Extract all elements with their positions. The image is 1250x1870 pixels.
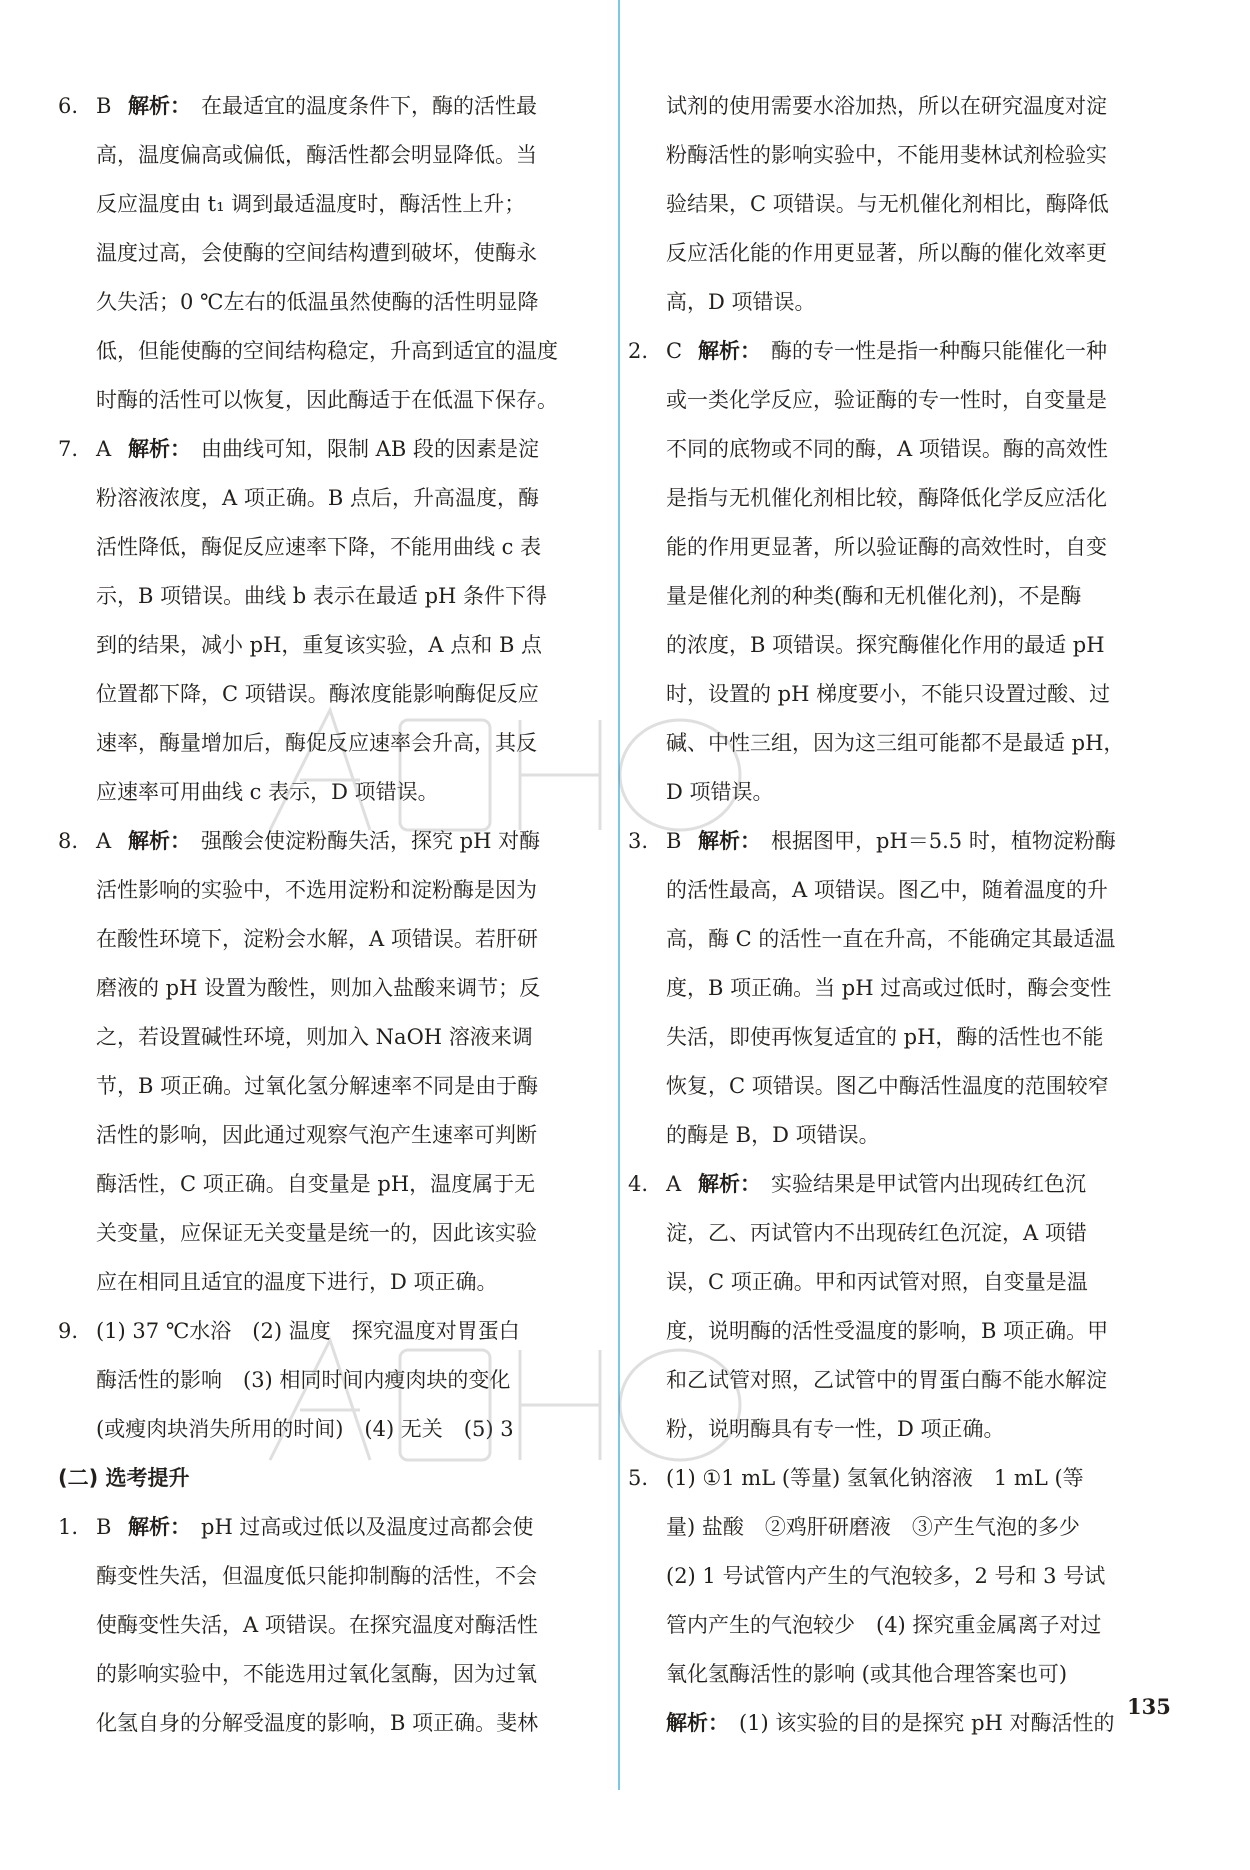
text-line: 不同的底物或不同的酶，A 项错误。酶的高效性: [666, 437, 1108, 461]
text-line: 误，C 项正确。甲和丙试管对照，自变量是温: [666, 1270, 1088, 1294]
text-line: 粉，说明酶具有专一性，D 项正确。: [666, 1417, 1005, 1441]
text-line: 的酶是 B，D 项错误。: [666, 1123, 880, 1147]
text-line: D 项错误。: [666, 780, 774, 804]
text-line: 度，说明酶的活性受温度的影响，B 项正确。甲: [666, 1319, 1109, 1343]
text-line: 能的作用更显著，所以验证酶的高效性时，自变: [666, 535, 1107, 559]
text-line: 之，若设置碱性环境，则加入 NaOH 溶液来调: [96, 1025, 533, 1049]
text-line: 在酸性环境下，淀粉会水解，A 项错误。若肝研: [96, 927, 538, 951]
question-number: 3.: [628, 829, 649, 853]
text-line: (2) 1 号试管内产生的气泡较多，2 号和 3 号试: [666, 1564, 1106, 1588]
advanced-question-1: [58, 1503, 613, 1748]
text-line: 使酶变性失活，A 项错误。在探究温度对酶活性: [96, 1613, 538, 1637]
analysis-text: 在最适宜的温度条件下，酶的活性最: [201, 94, 537, 118]
text-line: 到的结果，减小 pH，重复该实验，A 点和 B 点: [96, 633, 543, 657]
text-line: 量) 盐酸 ②鸡肝研磨液 ③产生气泡的多少: [666, 1515, 1080, 1539]
question-number: 5.: [628, 1466, 649, 1490]
text-line: 试剂的使用需要水浴加热，所以在研究温度对淀: [666, 94, 1107, 118]
text-line: 是指与无机催化剂相比较，酶降低化学反应活化: [666, 486, 1107, 510]
text-line: 或一类化学反应，验证酶的专一性时，自变量是: [666, 388, 1107, 412]
text-line: 活性降低，酶促反应速率下降，不能用曲线 c 表: [96, 535, 542, 559]
text-line: 关变量，应保证无关变量是统一的，因此该实验: [96, 1221, 537, 1245]
analysis-label: 解析：: [698, 339, 761, 363]
text-line: 酶活性的影响 (3) 相同时间内瘦肉块的变化: [96, 1368, 511, 1392]
text-line: 管内产生的气泡较少 (4) 探究重金属离子对过: [666, 1613, 1102, 1637]
text-line: 活性影响的实验中，不选用淀粉和淀粉酶是因为: [96, 878, 537, 902]
text-line: 粉酶活性的影响实验中，不能用斐林试剂检验实: [666, 143, 1107, 167]
text-line: 的影响实验中，不能选用过氧化氢酶，因为过氧: [96, 1662, 537, 1686]
text-line: 时，设置的 pH 梯度要小，不能只设置过酸、过: [666, 682, 1111, 706]
question-9: [58, 1307, 613, 1454]
question-number: 6.: [58, 94, 79, 118]
answer-text: (1) ①1 mL (等量) 氢氧化钠溶液 1 mL (等: [666, 1466, 1084, 1490]
text-line: 高，温度偏高或偏低，酶活性都会明显降低。当: [96, 143, 537, 167]
text-line: 节，B 项正确。过氧化氢分解速率不同是由于酶: [96, 1074, 539, 1098]
question-number: 1.: [58, 1515, 79, 1539]
answer-text: (1) 37 ℃水浴 (2) 温度 探究温度对胃蛋白: [96, 1319, 520, 1343]
text-line: 量是催化剂的种类(酶和无机催化剂)，不是酶: [666, 584, 1082, 608]
analysis-label: 解析：: [698, 829, 761, 853]
analysis-label: 解析：: [128, 829, 191, 853]
text-line: 的活性最高，A 项错误。图乙中，随着温度的升: [666, 878, 1108, 902]
text-line: 粉溶液浓度，A 项正确。B 点后，升高温度，酶: [96, 486, 539, 510]
analysis-text: 强酸会使淀粉酶失活，探究 pH 对酶: [201, 829, 541, 853]
advanced-question-5: [628, 1454, 1173, 1748]
analysis-label: 解析：: [698, 1172, 761, 1196]
text-line: 示，B 项错误。曲线 b 表示在最适 pH 条件下得: [96, 584, 548, 608]
question-number: 7.: [58, 437, 79, 461]
analysis-label: 解析：: [666, 1711, 729, 1735]
analysis-label: 解析：: [128, 94, 191, 118]
question-number: 4.: [628, 1172, 649, 1196]
text-line: 淀，乙、丙试管内不出现砖红色沉淀，A 项错: [666, 1221, 1087, 1245]
text-line: 度，B 项正确。当 pH 过高或过低时，酶会变性: [666, 976, 1112, 1000]
question-6: [58, 82, 613, 425]
question-8: [58, 817, 613, 1307]
analysis-text: pH 过高或过低以及温度过高都会使: [201, 1515, 534, 1539]
column-divider: [618, 0, 620, 1790]
advanced-question-2: [628, 327, 1173, 817]
text-line: (或瘦肉块消失所用的时间) (4) 无关 (5) 3: [96, 1417, 514, 1441]
text-line: 反应温度由 t₁ 调到最适温度时，酶活性上升；: [96, 192, 526, 216]
analysis-label: 解析：: [128, 437, 191, 461]
text-line: 失活，即使再恢复适宜的 pH，酶的活性也不能: [666, 1025, 1104, 1049]
page-number: 135: [1127, 1694, 1171, 1719]
analysis-text: 由曲线可知，限制 AB 段的因素是淀: [201, 437, 539, 461]
text-line: 低，但能使酶的空间结构稳定，升高到适宜的温度: [96, 339, 558, 363]
question-7: [58, 425, 613, 817]
analysis-text: 酶的专一性是指一种酶只能催化一种: [771, 339, 1107, 363]
text-line: 化氢自身的分解受温度的影响，B 项正确。斐林: [96, 1711, 539, 1735]
text-line: 的浓度，B 项错误。探究酶催化作用的最适 pH: [666, 633, 1105, 657]
text-line: 应速率可用曲线 c 表示，D 项错误。: [96, 780, 439, 804]
answer-choice: A: [96, 829, 112, 853]
text-line: 验结果，C 项错误。与无机催化剂相比，酶降低: [666, 192, 1109, 216]
text-line: 温度过高，会使酶的空间结构遭到破坏，使酶永: [96, 241, 537, 265]
advanced-question-1-continued: [628, 82, 1173, 327]
analysis-text: (1) 该实验的目的是探究 pH 对酶活性的: [739, 1711, 1115, 1735]
answer-choice: B: [666, 829, 682, 853]
section-heading: (二) 选考提升: [58, 1466, 190, 1490]
advanced-question-4: [628, 1160, 1173, 1454]
text-line: 酶变性失活，但温度低只能抑制酶的活性，不会: [96, 1564, 537, 1588]
advanced-question-3: [628, 817, 1173, 1160]
text-line: 久失活；0 ℃左右的低温虽然使酶的活性明显降: [96, 290, 539, 314]
text-line: 磨液的 pH 设置为酸性，则加入盐酸来调节；反: [96, 976, 541, 1000]
left-column: [58, 82, 613, 1748]
text-line: 高，D 项错误。: [666, 290, 816, 314]
text-line: 恢复，C 项错误。图乙中酶活性温度的范围较窄: [666, 1074, 1109, 1098]
answer-choice: A: [666, 1172, 682, 1196]
analysis-label: 解析：: [128, 1515, 191, 1539]
analysis-text: 根据图甲，pH＝5.5 时，植物淀粉酶: [771, 829, 1116, 853]
answer-choice: A: [96, 437, 112, 461]
text-line: 高，酶 C 的活性一直在升高，不能确定其最适温: [666, 927, 1116, 951]
right-column: [628, 82, 1173, 1748]
answer-choice: B: [96, 94, 112, 118]
text-line: 碱、中性三组，因为这三组可能都不是最适 pH，: [666, 731, 1125, 755]
text-line: 应在相同且适宜的温度下进行，D 项正确。: [96, 1270, 498, 1294]
question-number: 9.: [58, 1319, 79, 1343]
analysis-text: 实验结果是甲试管内出现砖红色沉: [771, 1172, 1086, 1196]
question-number: 2.: [628, 339, 649, 363]
answer-choice: B: [96, 1515, 112, 1539]
text-line: 时酶的活性可以恢复，因此酶适于在低温下保存。: [96, 388, 558, 412]
question-number: 8.: [58, 829, 79, 853]
text-line: 活性的影响，因此通过观察气泡产生速率可判断: [96, 1123, 537, 1147]
answer-choice: C: [666, 339, 683, 363]
text-line: 速率，酶量增加后，酶促反应速率会升高，其反: [96, 731, 537, 755]
text-line: 酶活性，C 项正确。自变量是 pH，温度属于无: [96, 1172, 536, 1196]
text-line: 位置都下降，C 项错误。酶浓度能影响酶促反应: [96, 682, 539, 706]
text-line: 反应活化能的作用更显著，所以酶的催化效率更: [666, 241, 1107, 265]
text-line: 氧化氢酶活性的影响 (或其他合理答案也可): [666, 1662, 1068, 1686]
text-line: 和乙试管对照，乙试管中的胃蛋白酶不能水解淀: [666, 1368, 1107, 1392]
